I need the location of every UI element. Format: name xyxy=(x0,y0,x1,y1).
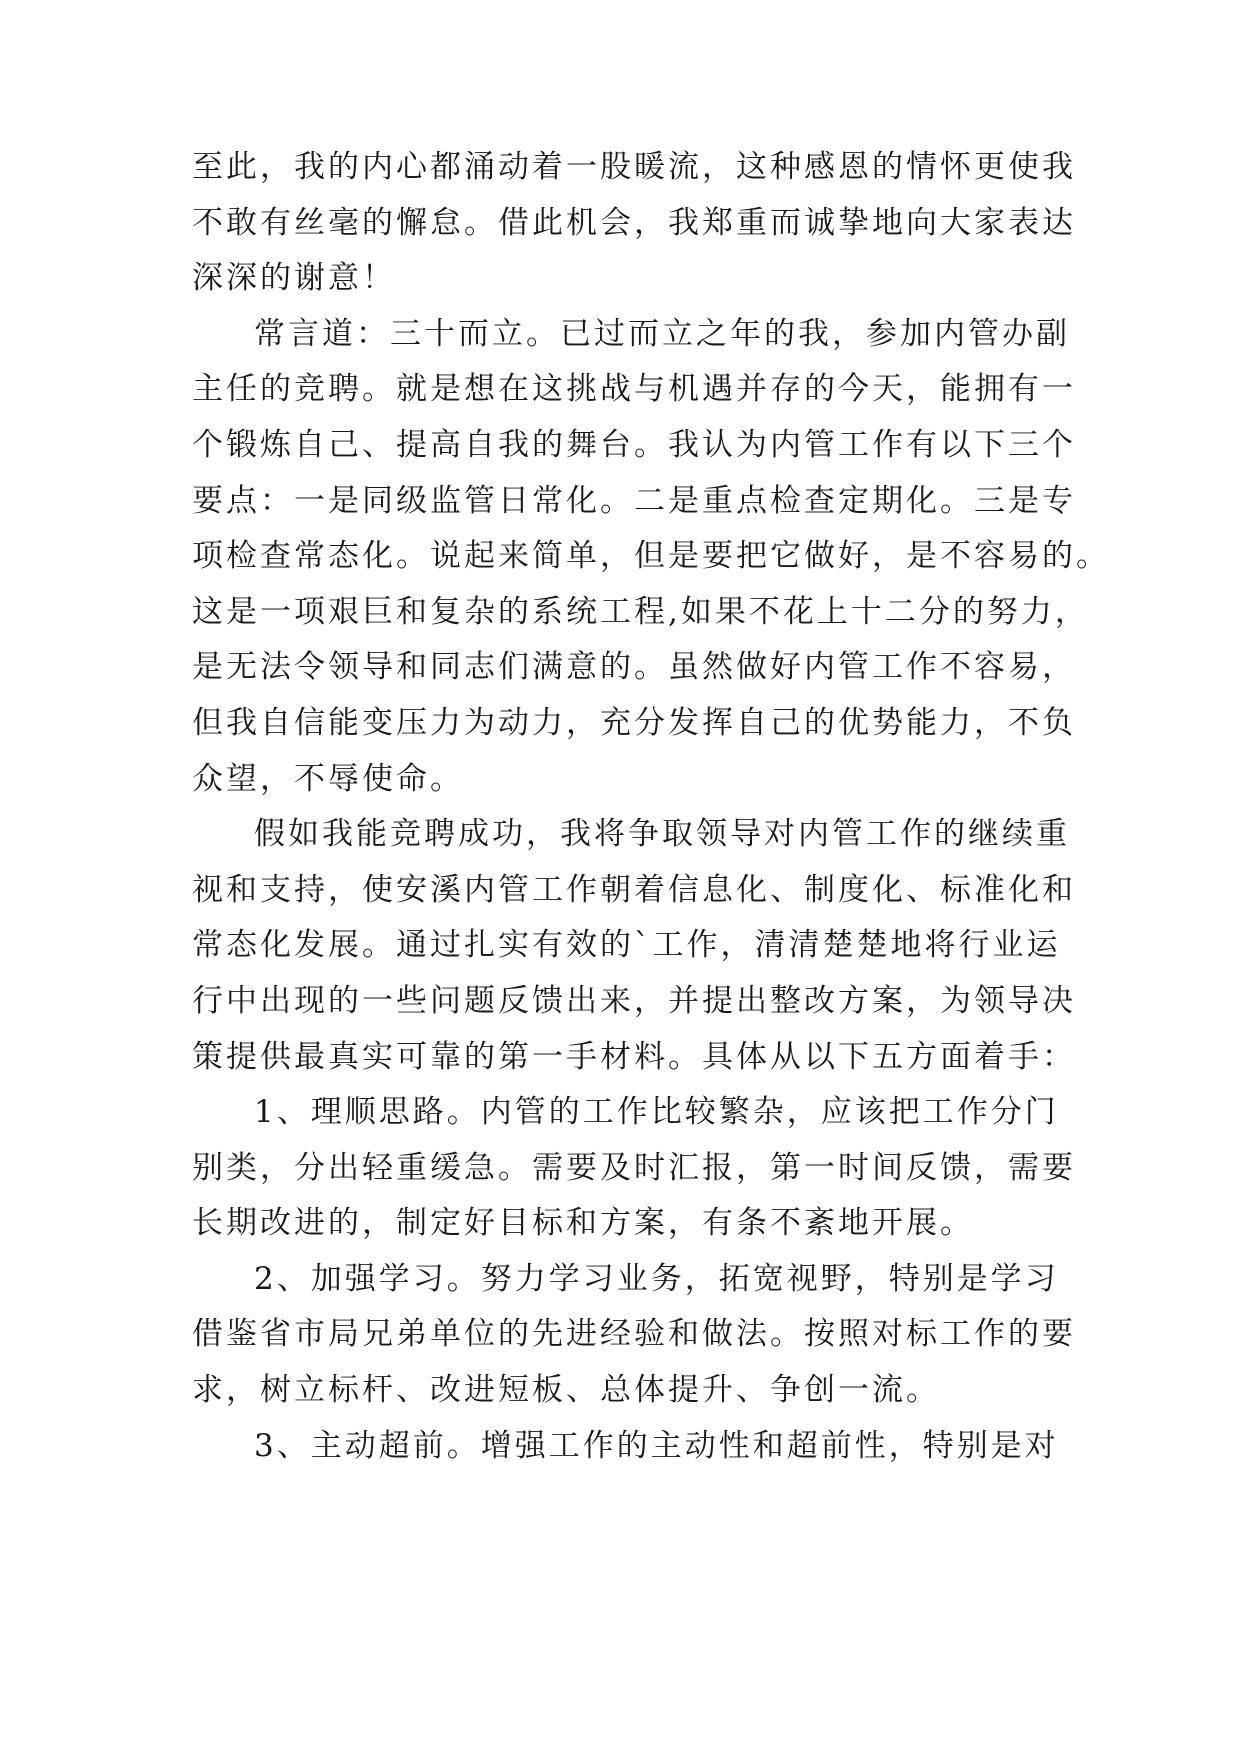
paragraph xyxy=(192,807,1076,1085)
paragraph xyxy=(192,1419,1062,1475)
paragraph xyxy=(192,1085,1076,1252)
text-line: 至此，我的内心都涌动着一股暖流，这种感恩的情怀更使我 xyxy=(192,149,1076,185)
text-line: 3、主动超前。增强工作的主动性和超前性，特别是对 xyxy=(254,1427,1059,1464)
text-line: 求，树立标杆、改进短板、总体提升、争创一流。 xyxy=(192,1372,940,1409)
text-line: 常态化发展。通过扎实有效的`工作，清清楚楚地将行业运 xyxy=(192,927,1061,964)
text-line: 1、理顺思路。内管的工作比较繁杂，应该把工作分门 xyxy=(254,1094,1059,1131)
text-line: 是无法令领导和同志们满意的。虽然做好内管工作不容易， xyxy=(192,649,1076,686)
text-line: 众望，不辱使命。 xyxy=(192,760,464,797)
text-line: 策提供最真实可靠的第一手材料。具体从以下五方面着手： xyxy=(192,1038,1076,1075)
text-line: 行中出现的一些问题反馈出来，并提出整改方案，为领导决 xyxy=(192,982,1076,1019)
text-line: 借鉴省市局兄弟单位的先进经验和做法。按照对标工作的要 xyxy=(192,1316,1076,1353)
text-line: 这是一项艰巨和复杂的系统工程,如果不花上十二分的努力， xyxy=(192,593,1089,630)
text-line: 长期改进的，制定好目标和方案，有条不紊地开展。 xyxy=(192,1205,974,1242)
paragraph xyxy=(192,140,1076,307)
text-line: 个锻炼自己、提高自我的舞台。我认为内管工作有以下三个 xyxy=(192,426,1076,463)
text-line: 项检查常态化。说起来简单，但是要把它做好，是不容易的。 xyxy=(192,538,1110,575)
text-line: 别类，分出轻重缓急。需要及时汇报，第一时间反馈，需要 xyxy=(192,1149,1076,1186)
text-line: 2、加强学习。努力学习业务，拓宽视野，特别是学习 xyxy=(254,1260,1059,1297)
text-line: 主任的竞聘。就是想在这挑战与机遇并存的今天，能拥有一 xyxy=(192,371,1076,408)
text-line: 深深的谢意！ xyxy=(192,260,396,297)
document-body xyxy=(192,140,1110,1474)
text-line: 假如我能竞聘成功，我将争取领导对内管工作的继续重 xyxy=(254,816,1070,853)
paragraph xyxy=(192,307,1110,807)
paragraph xyxy=(192,1252,1076,1419)
text-line: 不敢有丝毫的懈怠。借此机会，我郑重而诚挚地向大家表达 xyxy=(192,204,1076,241)
text-line: 视和支持，使安溪内管工作朝着信息化、制度化、标准化和 xyxy=(192,871,1076,908)
text-line: 但我自信能变压力为动力，充分发挥自己的优势能力，不负 xyxy=(192,704,1076,741)
text-line: 常言道：三十而立。已过而立之年的我，参加内管办副 xyxy=(254,315,1070,352)
text-line: 要点：一是同级监管日常化。二是重点检查定期化。三是专 xyxy=(192,482,1076,519)
